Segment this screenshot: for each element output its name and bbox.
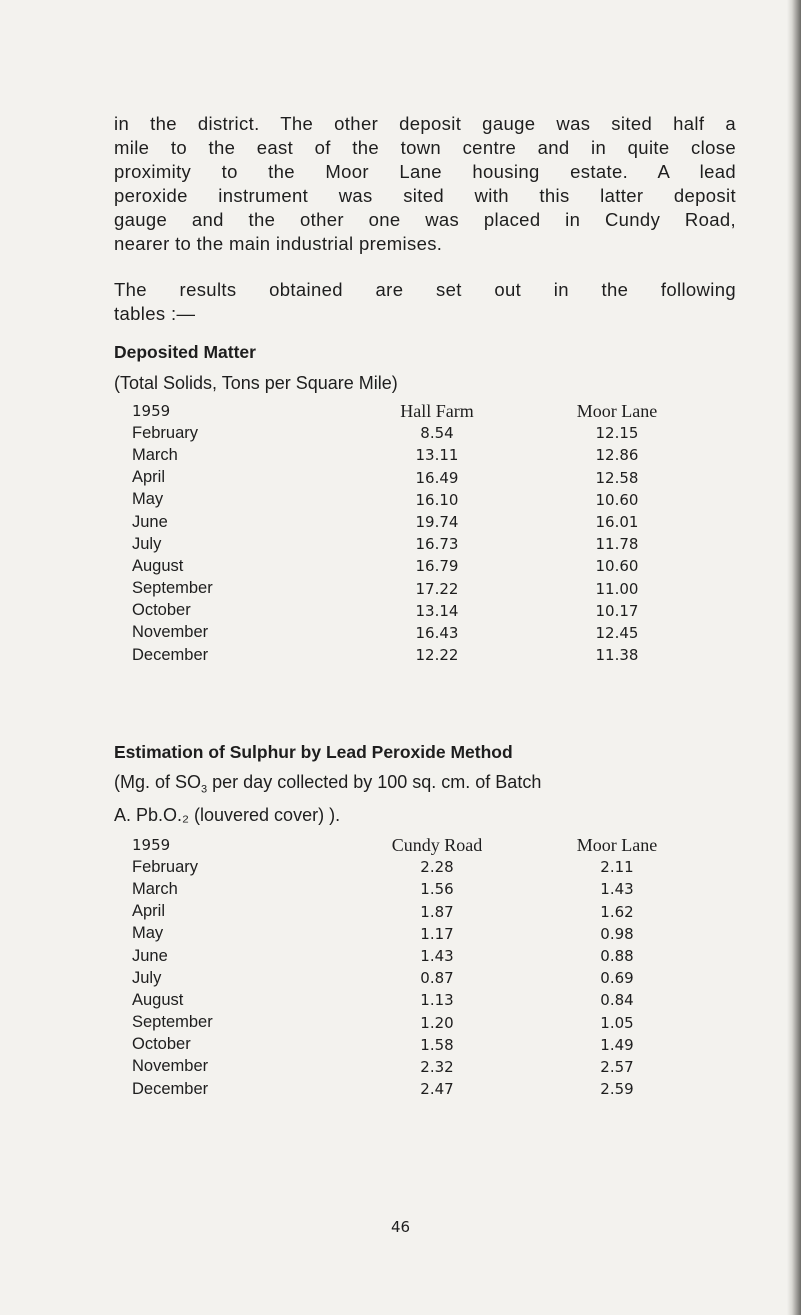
value-cell: 8.54: [420, 424, 454, 443]
value-cell: 2.28: [420, 858, 454, 877]
column-header-moor-lane: Moor Lane: [576, 834, 658, 855]
table-header-row: [132, 834, 702, 856]
table2-subheading: [114, 770, 736, 828]
month-cell: October: [132, 1035, 191, 1054]
column-header-year: 1959: [132, 402, 171, 421]
month-cell: December: [132, 1079, 209, 1098]
month-cell: July: [132, 534, 162, 553]
table-row: [132, 945, 702, 967]
table-row: [132, 901, 702, 923]
table-header-row: [132, 400, 702, 422]
value-cell: 11.78: [595, 535, 639, 554]
value-cell: 2.32: [420, 1057, 454, 1076]
table-row: [132, 578, 702, 600]
month-cell: September: [132, 1013, 213, 1032]
value-cell: 12.45: [595, 623, 639, 642]
month-cell: August: [132, 990, 184, 1009]
table1-subheading: (Total Solids, Tons per Square Mile): [114, 373, 398, 393]
value-cell: 16.10: [415, 490, 459, 509]
value-cell: 0.98: [600, 924, 634, 943]
value-cell: 0.69: [600, 969, 634, 988]
intro-line: The results obtained are set out in the following: [114, 279, 736, 300]
value-cell: 1.62: [600, 902, 634, 921]
value-cell: 1.87: [420, 902, 454, 921]
table2-subheading-line2: A. Pb.O.₂ (louvered cover) ).: [114, 804, 341, 825]
value-cell: 16.43: [415, 623, 459, 642]
month-cell: October: [132, 601, 191, 620]
intro-line: gauge and the other one was placed in Cundy Road,: [114, 209, 736, 230]
intro-line: mile to the east of the town centre and in quite close: [114, 137, 736, 158]
column-header-year: 1959: [132, 836, 171, 855]
value-cell: 1.56: [420, 880, 454, 899]
sulphur-estimation-table: [132, 834, 702, 1100]
page-edge-shadow: [787, 0, 801, 1315]
value-cell: 1.20: [420, 1013, 454, 1032]
month-cell: April: [132, 902, 166, 921]
value-cell: 12.86: [595, 446, 639, 465]
table-row: [132, 989, 702, 1011]
value-cell: 0.87: [420, 969, 454, 988]
intro-line: nearer to the main industrial premises.: [114, 233, 443, 254]
month-cell: November: [132, 1057, 209, 1076]
month-cell: February: [132, 857, 199, 876]
month-cell: June: [132, 946, 168, 965]
month-cell: August: [132, 556, 184, 575]
value-cell: 12.22: [415, 646, 459, 665]
month-cell: March: [132, 879, 178, 898]
value-cell: 11.00: [595, 579, 639, 598]
value-cell: 16.01: [595, 513, 639, 532]
intro-text: [114, 112, 736, 326]
table-row: [132, 1034, 702, 1056]
value-cell: 10.17: [595, 601, 639, 620]
intro-paragraph-2: [114, 278, 736, 326]
column-header-moor-lane: Moor Lane: [576, 400, 658, 421]
value-cell: 2.59: [600, 1080, 634, 1099]
month-cell: June: [132, 512, 168, 531]
table-row: [132, 489, 702, 511]
value-cell: 1.05: [600, 1013, 634, 1032]
value-cell: 13.14: [415, 601, 459, 620]
table-row: [132, 1012, 702, 1034]
table2-subheading-subscript: 3: [201, 783, 208, 796]
value-cell: 10.60: [595, 557, 639, 576]
table-row: [132, 511, 702, 533]
value-cell: 2.47: [420, 1080, 454, 1099]
table2-subheading-part-b: per day collected by 100 sq. cm. of Batch: [207, 772, 542, 792]
value-cell: 1.17: [420, 924, 454, 943]
table2-heading: Estimation of Sulphur by Lead Peroxide Method: [114, 742, 513, 762]
value-cell: 1.43: [600, 880, 634, 899]
intro-line: proximity to the Moor Lane housing estate. A lead: [114, 161, 736, 182]
column-header-hall-farm: Hall Farm: [400, 400, 474, 421]
value-cell: 16.49: [415, 468, 459, 487]
month-cell: May: [132, 490, 164, 509]
table-row: [132, 467, 702, 489]
value-cell: 2.11: [600, 858, 634, 877]
table-row: [132, 923, 702, 945]
month-cell: March: [132, 445, 178, 464]
month-cell: December: [132, 645, 209, 664]
intro-paragraph-1: [114, 112, 736, 256]
value-cell: 1.49: [600, 1035, 634, 1054]
month-cell: July: [132, 968, 162, 987]
intro-line: tables :—: [114, 303, 196, 324]
value-cell: 0.88: [600, 947, 634, 966]
table-row: [132, 644, 702, 666]
value-cell: 0.84: [600, 991, 634, 1010]
value-cell: 1.43: [420, 947, 454, 966]
value-cell: 1.58: [420, 1035, 454, 1054]
table-row: [132, 967, 702, 989]
month-cell: September: [132, 579, 213, 598]
table-row: [132, 422, 702, 444]
month-cell: February: [132, 423, 199, 442]
month-cell: April: [132, 468, 166, 487]
value-cell: 10.60: [595, 490, 639, 509]
intro-line: peroxide instrument was sited with this latter deposit: [114, 185, 736, 206]
table-row: [132, 533, 702, 555]
month-cell: May: [132, 924, 164, 943]
value-cell: 1.13: [420, 991, 454, 1010]
table-row: [132, 622, 702, 644]
table-row: [132, 1056, 702, 1078]
table-row: [132, 878, 702, 900]
column-header-cundy-road: Cundy Road: [391, 834, 483, 855]
table2-subheading-part-a: (Mg. of SO: [114, 772, 202, 792]
table-row: [132, 600, 702, 622]
intro-line: in the district. The other deposit gauge was sited half a: [114, 113, 736, 134]
value-cell: 19.74: [415, 513, 459, 532]
value-cell: 17.22: [415, 579, 459, 598]
value-cell: 16.79: [415, 557, 459, 576]
value-cell: 16.73: [415, 535, 459, 554]
deposited-matter-table: [132, 400, 702, 666]
table-row: [132, 856, 702, 878]
table-row: [132, 444, 702, 466]
value-cell: 11.38: [595, 646, 639, 665]
value-cell: 2.57: [600, 1057, 634, 1076]
value-cell: 12.15: [595, 424, 639, 443]
value-cell: 12.58: [595, 468, 639, 487]
value-cell: 13.11: [415, 446, 459, 465]
table-row: [132, 555, 702, 577]
month-cell: November: [132, 623, 209, 642]
page-number: 46: [390, 1218, 411, 1236]
table1-heading: Deposited Matter: [114, 342, 256, 362]
table-row: [132, 1078, 702, 1100]
